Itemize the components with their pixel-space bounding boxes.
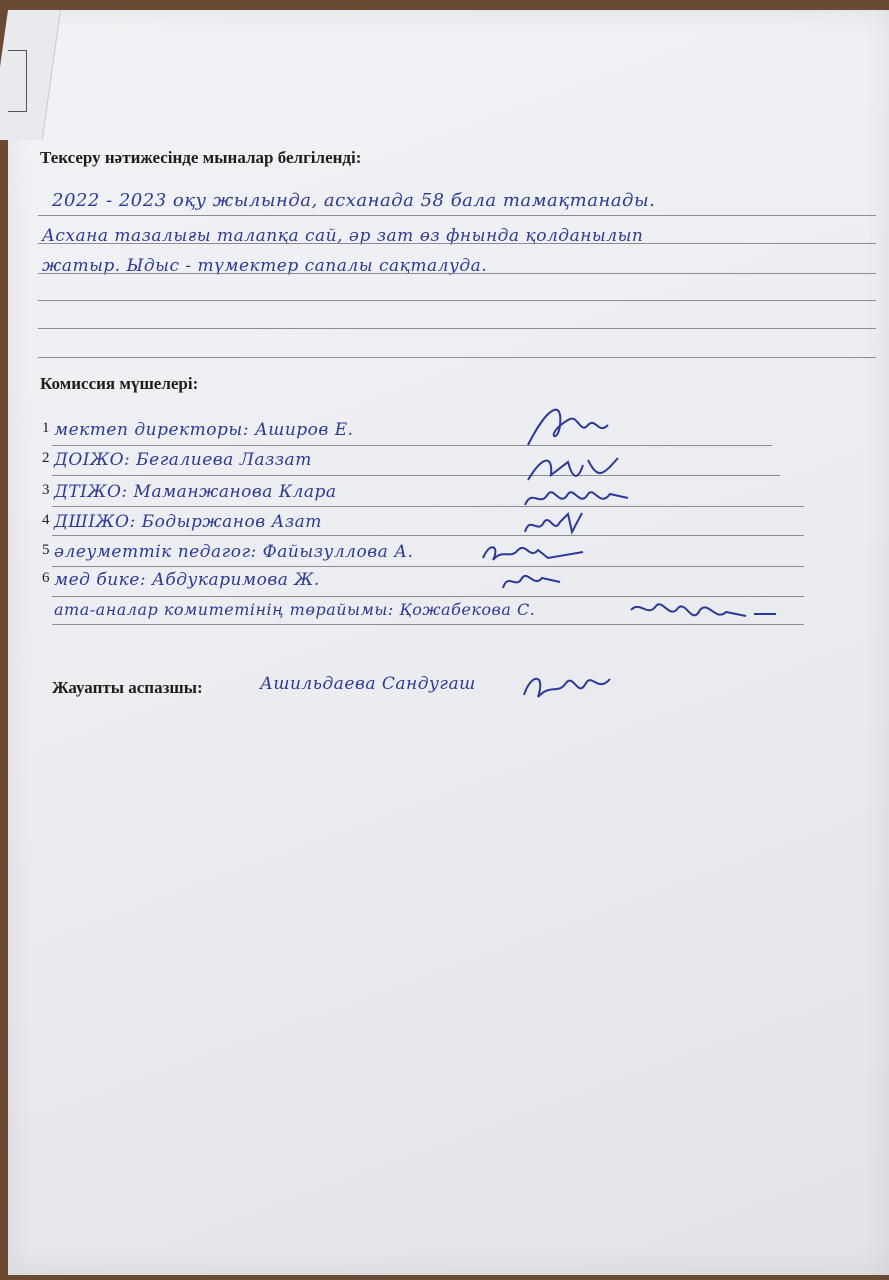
signature-image	[478, 538, 588, 568]
signature-image	[508, 395, 618, 455]
results-line-2: Асхана тазалығы талапқа сай, әр зат өз фнында қолданылып	[42, 226, 644, 246]
rule-line	[38, 300, 876, 301]
rule-line	[52, 506, 804, 507]
member-entry: мед бике: Абдукаримова Ж.	[54, 570, 320, 590]
member-number: 3	[42, 482, 50, 498]
rule-line	[52, 535, 804, 536]
rule-line	[38, 273, 876, 274]
member-number: 2	[42, 450, 50, 466]
rule-line	[38, 243, 876, 244]
results-heading: Тексеру нәтижесінде мыналар белгіленді:	[40, 148, 362, 167]
rule-line	[38, 215, 876, 216]
signature-image	[498, 568, 568, 596]
rule-line	[38, 328, 876, 329]
signature-image	[626, 596, 786, 632]
rule-line	[52, 566, 804, 567]
member-entry: әлеуметтік педагог: Файызуллова А.	[54, 542, 414, 562]
paper-clip-icon	[8, 50, 27, 112]
signature-image	[520, 510, 590, 540]
member-number: 5	[42, 542, 50, 558]
rule-line	[52, 445, 772, 446]
member-number: 1	[42, 420, 50, 436]
member-entry: ДОІЖО: Бегалиева Лаззат	[54, 450, 312, 470]
cook-name: Ашильдаева Сандугаш	[260, 674, 476, 694]
member-number: 4	[42, 512, 50, 528]
member-entry: мектеп директоры: Аширов Е.	[54, 420, 354, 440]
signature-image	[516, 665, 616, 710]
rule-line	[52, 475, 780, 476]
rule-line	[38, 357, 876, 358]
member-entry: ата-аналар комитетінің төрайымы: Қожабекова С.	[54, 600, 536, 619]
commission-heading: Комиссия мүшелері:	[40, 374, 199, 393]
document-sheet	[8, 10, 889, 1275]
member-number: 6	[42, 570, 50, 586]
cook-label: Жауапты аспазшы:	[52, 678, 203, 697]
results-line-3: жатыр. Ыдыс - түмектер сапалы сақталуда.	[42, 256, 488, 276]
results-line-1: 2022 - 2023 оқу жылында, асханада 58 бала тамақтанады.	[52, 190, 656, 211]
member-entry: ДШІЖО: Бодыржанов Азат	[54, 512, 322, 532]
member-entry: ДТІЖО: Маманжанова Клара	[54, 482, 337, 502]
